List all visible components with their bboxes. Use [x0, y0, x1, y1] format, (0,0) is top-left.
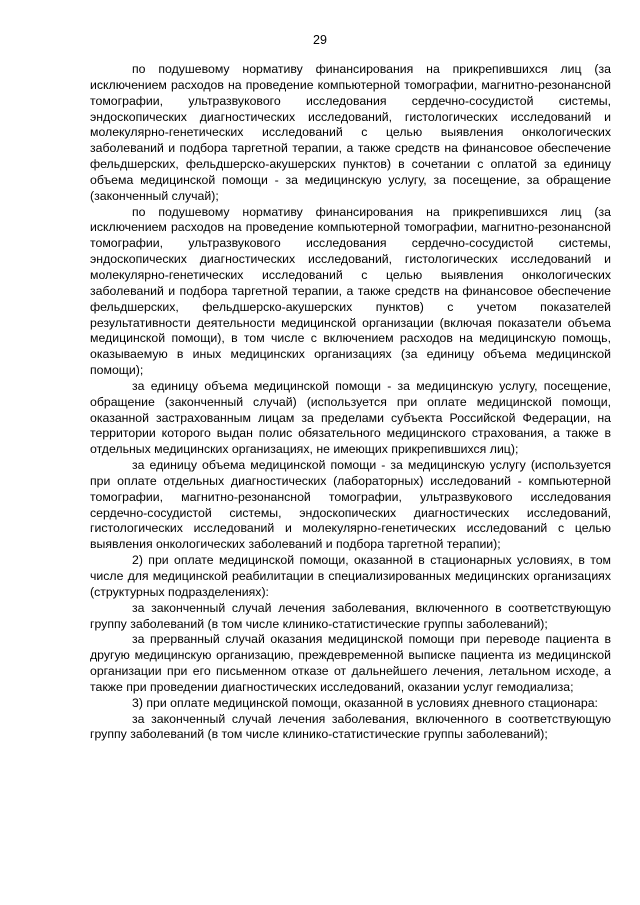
paragraph: по подушевому нормативу финансирования на прикрепившихся лиц (за исключением расходов на проведение компьютерной томографии, магнитно-резонансной томографии, ультразвукового исследования сердечно-сосудистой системы, эндоскопических диагностических исследований, гистологических исследований и молекулярно-генетических исследований с целью выявления онкологических заболеваний и подбора таргетной терапии, а также средств на финансовое обеспечение фельдшерских, фельдшерско-акушерских пунктов) в сочетании с оплатой за единицу объема медицинской помощи - за медицинскую услугу, за посещение, за обращение (законченный случай); [90, 62, 611, 203]
paragraph: по подушевому нормативу финансирования на прикрепившихся лиц (за исключением расходов на проведение компьютерной томографии, магнитно-резонансной томографии, ультразвукового исследования сердечно-сосудистой системы, эндоскопических диагностических исследований, гистологических исследований и молекулярно-генетических исследований с целью выявления онкологических заболеваний и подбора таргетной терапии, а также средств на финансовое обеспечение фельдшерских, фельдшерско-акушерских пунктов) с учетом показателей результативности деятельности медицинской организации (включая показатели объема медицинской помощи), в том числе с включением расходов на медицинскую помощь, оказываемую в иных медицинских организациях (за единицу объема медицинской помощи); [90, 204, 611, 378]
paragraph: за единицу объема медицинской помощи - за медицинскую услугу, посещение, обращение (законченный случай) (используется при оплате медицинской помощи, оказанной застрахованным лицам за пределами субъекта Российской Федерации, на территории которого выдан полис обязательного медицинского страхования, а также в отдельных медицинских организациях, не имеющих прикрепившихся лиц); [90, 378, 611, 457]
paragraph: за прерванный случай оказания медицинской помощи при переводе пациента в другую медицинскую организацию, преждевременной выписке пациента из медицинской организации при его письменном отказе от дальнейшего лечения, летальном исходе, а также при проведении диагностических исследований, оказании услуг гемодиализа; [90, 632, 611, 694]
paragraph: 2) при оплате медицинской помощи, оказанной в стационарных условиях, в том числе для медицинской реабилитации в специализированных медицинских организациях (структурных подразделениях): [90, 553, 611, 599]
paragraph: за законченный случай лечения заболевания, включенного в соответствующую группу заболеваний (в том числе клинико-статистические группы заболеваний); [90, 711, 611, 742]
document-body [90, 62, 611, 743]
paragraph: 3) при оплате медицинской помощи, оказанной в условиях дневного стационара: [132, 695, 598, 710]
paragraph: за законченный случай лечения заболевания, включенного в соответствующую группу заболеваний (в том числе клинико-статистические группы заболеваний); [90, 600, 611, 631]
page-number: 29 [313, 33, 327, 47]
paragraph: за единицу объема медицинской помощи - за медицинскую услугу (используется при оплате отдельных диагностических (лабораторных) исследований - компьютерной томографии, магнитно-резонансной томографии, ультразвукового исследования сердечно-сосудистой системы, эндоскопических диагностических исследований, гистологических исследований и молекулярно-генетических исследований с целью выявления онкологических заболеваний и подбора таргетной терапии); [90, 458, 611, 552]
